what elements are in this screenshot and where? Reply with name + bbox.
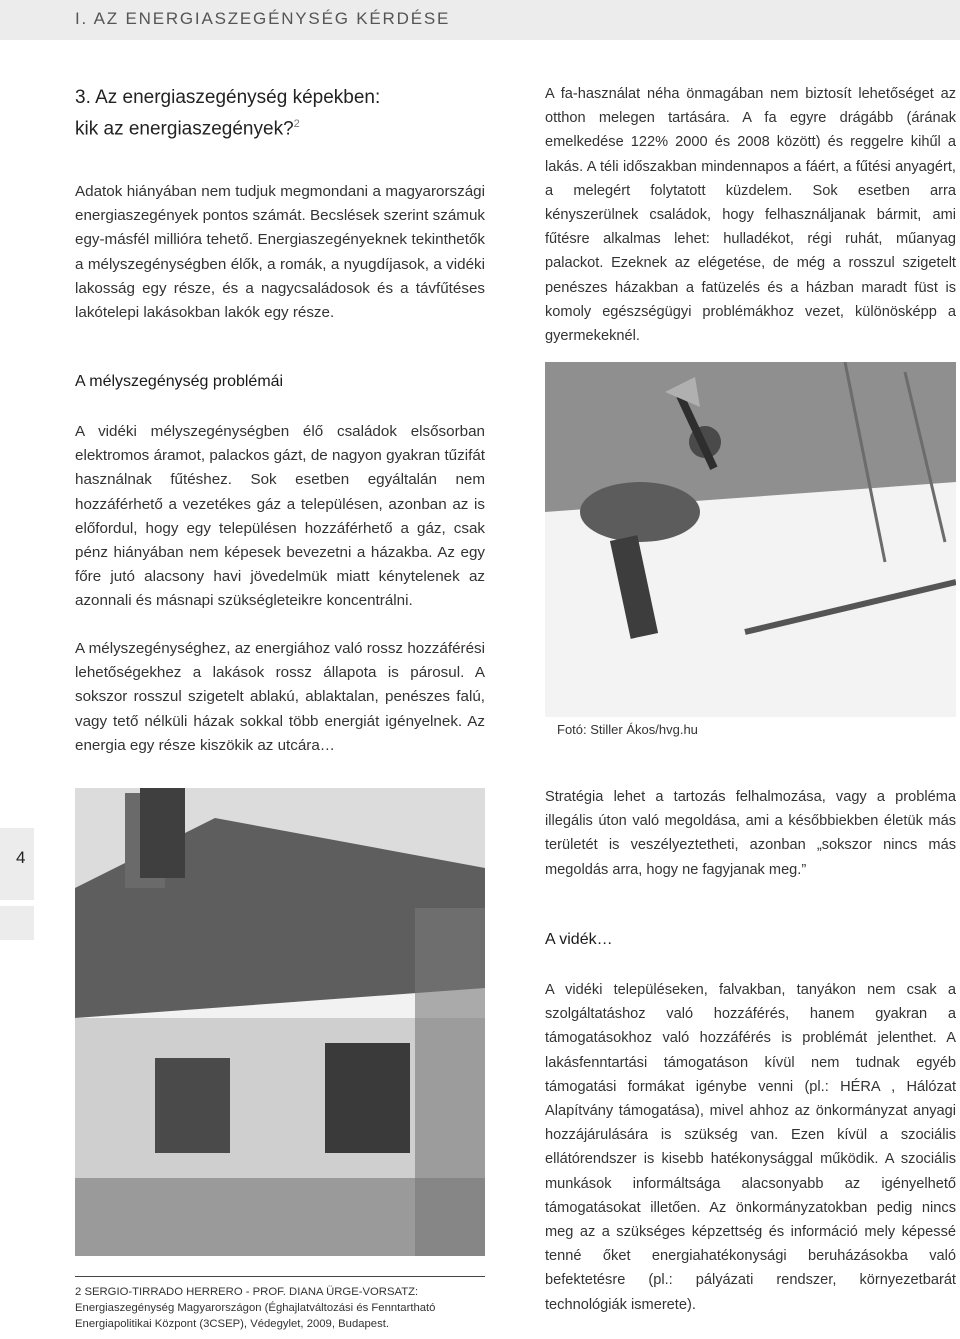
section-title-line2-text: kik az energiaszegények?: [75, 118, 294, 140]
deep-poverty-paragraph: A vidéki mélyszegénységben élő családok elsősorban elektromos áramot, palackos gázt, de nagyon gyakran tűzifát használnak fűtéshez. Sok esetben egyáltalán nem hozzáférhető a vezetékes gáz a településen, azonban az is előfordul, hogy egy településen hozzáférhető a gáz, csak pénz hiányában nem képesek bevezetni a házakba. Az egy főre jutó alacsony havi jövedelmük miatt kénytelenek az azonnali és másnapi szükségleteikre koncentrálni.: [75, 423, 485, 610]
countryside-paragraph: A vidéki településeken, falvakban, tanyákon nem csak a szolgáltatáshoz való hozzáférés, hanem gyakran a támogatásokhoz való hozzáférés is problémát jelenthet. A lakásfenntartási támogatáson kívül nem tudnak egyéb támogatási formákat igénybe venni (pl.: HÉRA , Hálózat Alapítvány támogatása), mivel ahhoz az önkormányzat anyagi hozzájárulására is szükség van. Ezen kívül a szociális ellátórendszer is kisebb hatékonysággal működik. A szociális munkások informáltsága alacsonyabb az igényelhető támogatásokat illetően. Az önkormányzatokban pedig nincs meg az a szükséges képzettség és információ mely képessé tenné őket energiahatékonysági beruházásokba való befektetésre (pl.: pályázati rendszer, környezetbarát technológiák ismerete).: [545, 982, 956, 1313]
window-left: [155, 1058, 230, 1153]
footnote-text: SERGIO-TIRRADO HERRERO - PROF. DIANA ÜRGE-VORSATZ: Energiaszegénység Magyarországon (Éghajlatváltozási és Fenntartható Energiapolitikai Központ (3CSEP), Védegylet, 2009, Budapest.: [75, 1286, 436, 1330]
house-photo-svg: [75, 788, 485, 1256]
page-tab-lower: [0, 906, 34, 940]
woodcutter-photo-svg: [545, 362, 956, 717]
footnote: [75, 1284, 485, 1332]
strategy-paragraph: Stratégia lehet a tartozás felhalmozása, vagy a probléma illegális úton való megoldása, ami a későbbiekben életük más területét is veszélyeztetheti, azonban „sokszor nincs más megoldás arra, hogy ne fagyjanak meg.”: [545, 789, 956, 878]
page-number: 4: [16, 848, 26, 867]
section-title-line1: 3. Az energiaszegénység képekben:: [75, 87, 381, 108]
footnote-number: 2: [75, 1286, 82, 1298]
house-photo: [75, 788, 485, 1256]
intro-paragraph: Adatok hiányában nem tudjuk megmondani a magyarországi energiaszegények pontos számát. Becslések szerint számuk egy-másfél millióra tehető. Energiaszegényeknek tekinthetők a mélyszegénységben élők, a romák, a nyugdíjasok, a vidéki lakosság egy része, és a nagycsaládosok és a távfűtéses lakótelepi lakásokban lakók egy része.: [75, 183, 485, 322]
subheading-countryside: A vidék…: [545, 931, 613, 948]
window-right: [325, 1043, 410, 1153]
footnote-ref: 2: [293, 118, 300, 130]
footnote-rule: [75, 1276, 485, 1277]
section-title-line2: [75, 111, 380, 142]
housing-paragraph: A mélyszegénységhez, az energiához való rossz hozzáférési lehetőségekhez a lakások rossz állapota is párosul. A sokszor rosszul szigetelt ablakú, ablaktalan, penészes falú, vagy tető nélküli házak sokkal több energiát igényelnek. Az energia egy része kiszökik az utcára…: [75, 640, 485, 754]
section-title: [75, 85, 380, 142]
subheading-deep-poverty: A mélyszegénység problémái: [75, 373, 284, 390]
person-torso: [580, 482, 700, 542]
chimney-right: [140, 788, 185, 878]
photo-caption: Fotó: Stiller Ákos/hvg.hu: [557, 722, 698, 737]
woodcutter-photo: [545, 362, 956, 717]
firewood-paragraph: A fa-használat néha önmagában nem biztosít lehetőséget az otthon melegen tartására. A fa egyre drágább (árának emelkedése 122% 2000 és 2008 között) és reggelre kihűl a lakás. A téli időszakban mindennapos a fáért, a fűtési anyagért, a melegért folytatott küzdelem. Sok esetben arra kényszerülnek családok, hogy felhasználjanak bármit, ami fűtésre alkalmas lehet: hulladékot, régi ruhát, műanyag palackot. Ezeknek az elégetése, de még a rosszul szigetelt penészes házakban a fatüzelés és a házban maradt füst is komoly egészségügyi problémákhoz vezet, különösképp a gyermekeknél.: [545, 86, 956, 345]
tree-shadow: [415, 908, 485, 1256]
chapter-title: I. AZ ENERGIASZEGÉNYSÉG KÉRDÉSE: [75, 9, 451, 28]
header-rule: [0, 40, 960, 42]
